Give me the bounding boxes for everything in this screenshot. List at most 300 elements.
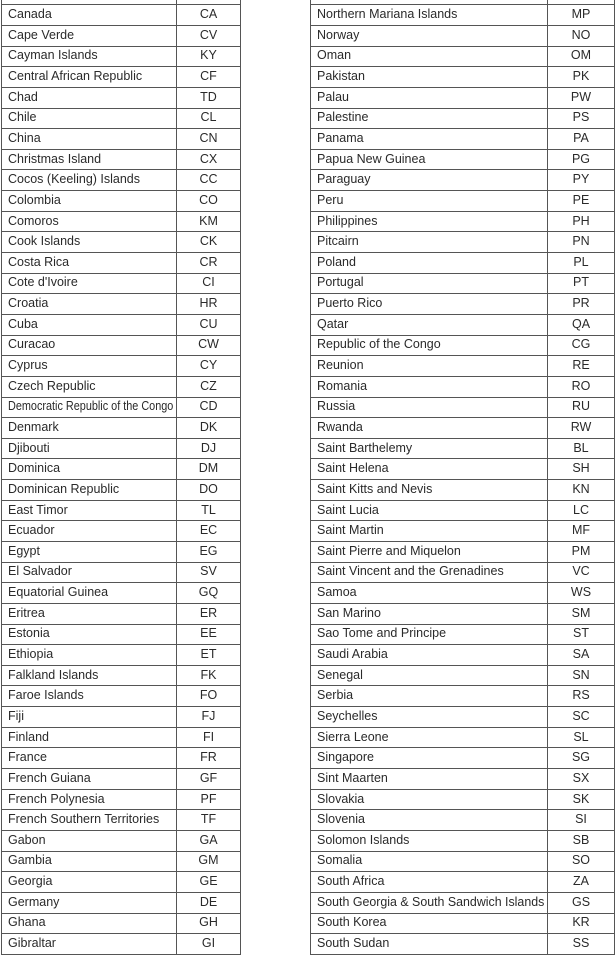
country-name-cell	[311, 129, 548, 149]
country-name-text: Canada	[8, 7, 52, 22]
country-name-text: South Sudan	[317, 935, 390, 950]
country-code-text: PN	[572, 234, 590, 249]
country-name-cell	[2, 542, 177, 562]
country-code-cell	[177, 914, 240, 934]
country-name-text: Russia	[317, 399, 356, 414]
country-code-cell	[548, 398, 614, 418]
country-name-cell	[311, 88, 548, 108]
table-row	[311, 336, 614, 357]
country-code-text: PA	[573, 131, 589, 145]
country-name-text: Palestine	[317, 110, 369, 125]
country-name-cell	[2, 790, 177, 810]
table-row	[311, 67, 614, 88]
country-code-cell	[177, 831, 240, 851]
country-name-cell	[311, 150, 548, 170]
country-name-text: Ecuador	[8, 523, 55, 538]
country-code-text: PK	[572, 69, 590, 84]
country-name-text: Solomon Islands	[317, 832, 410, 847]
country-code-cell	[548, 521, 614, 541]
country-code-text: PS	[572, 110, 590, 125]
country-code-text: TL	[201, 502, 216, 517]
country-code-text: ST	[573, 626, 589, 641]
country-name-cell	[311, 26, 548, 46]
country-code-cell	[177, 769, 240, 789]
country-code-cell	[548, 274, 614, 294]
country-name-text: Saint Barthelemy	[317, 440, 413, 455]
country-code-cell	[548, 831, 614, 851]
country-code-text: SI	[575, 812, 587, 827]
table-row	[2, 191, 240, 212]
country-name-cell	[311, 501, 548, 521]
country-name-cell	[2, 501, 177, 521]
country-code-cell	[548, 315, 614, 335]
country-name-text: Gambia	[8, 853, 52, 868]
country-code-text: KN	[572, 481, 590, 496]
country-code-text: CK	[199, 234, 218, 249]
country-code-cell	[548, 47, 614, 67]
country-name-cell	[2, 604, 177, 624]
country-name-text: Saint Helena	[317, 461, 389, 476]
country-name-text: Dominica	[8, 461, 61, 476]
country-code-cell	[177, 459, 240, 479]
table-row	[311, 583, 614, 604]
table-row	[2, 542, 240, 563]
country-code-text: RU	[571, 399, 591, 414]
country-name-text: Pakistan	[317, 69, 365, 84]
country-name-cell	[311, 563, 548, 583]
country-code-cell	[177, 521, 240, 541]
country-code-table-left	[1, 0, 241, 955]
country-code-text: RO	[571, 378, 591, 393]
country-code-text: KY	[200, 48, 217, 63]
country-name-cell	[2, 212, 177, 232]
country-name-cell	[2, 377, 177, 397]
country-name-cell	[311, 934, 548, 954]
table-row	[311, 521, 614, 542]
country-name-text: Djibouti	[8, 440, 50, 455]
country-code-cell	[177, 583, 240, 603]
table-row	[2, 707, 240, 728]
country-name-cell	[2, 459, 177, 479]
table-row	[2, 459, 240, 480]
country-code-cell	[548, 336, 614, 356]
country-code-cell	[548, 232, 614, 252]
country-name-cell	[311, 109, 548, 129]
country-code-text: PH	[572, 213, 590, 228]
table-row	[2, 418, 240, 439]
country-code-cell	[177, 666, 240, 686]
table-row	[311, 129, 614, 150]
country-code-cell	[177, 645, 240, 665]
country-code-text: RS	[572, 688, 590, 703]
country-code-text: PM	[571, 543, 591, 558]
country-name-cell	[2, 67, 177, 87]
table-row	[2, 170, 240, 191]
country-code-cell	[548, 748, 614, 768]
table-row	[311, 294, 614, 315]
table-row	[2, 872, 240, 893]
country-name-cell	[2, 686, 177, 706]
country-code-cell	[548, 686, 614, 706]
country-name-text: China	[8, 131, 41, 145]
table-row	[2, 274, 240, 295]
country-code-cell	[548, 810, 614, 830]
table-row	[2, 336, 240, 357]
country-code-text: OM	[570, 48, 592, 63]
country-name-cell	[2, 748, 177, 768]
country-code-cell	[177, 315, 240, 335]
country-name-cell	[2, 728, 177, 748]
country-name-cell	[311, 542, 548, 562]
country-name-cell	[2, 274, 177, 294]
country-name-text: South Korea	[317, 915, 387, 930]
table-row	[2, 831, 240, 852]
country-name-text: Poland	[317, 254, 356, 269]
country-name-cell	[2, 336, 177, 356]
table-row	[2, 748, 240, 769]
country-name-text: Colombia	[8, 192, 61, 207]
country-code-text: CF	[200, 69, 217, 84]
country-name-text: Somalia	[317, 853, 363, 868]
table-row	[311, 501, 614, 522]
country-code-text: FI	[202, 729, 215, 744]
table-row	[2, 914, 240, 935]
country-name-text: Peru	[317, 192, 344, 207]
country-name-text: Finland	[8, 729, 49, 744]
country-name-text: Qatar	[317, 316, 349, 331]
country-name-text: Pitcairn	[317, 234, 359, 249]
country-name-text: Panama	[317, 131, 364, 145]
country-name-text: Equatorial Guinea	[8, 585, 109, 600]
country-name-cell	[311, 418, 548, 438]
country-code-text: DO	[199, 481, 218, 496]
country-name-text: Cayman Islands	[8, 48, 98, 63]
country-code-cell	[548, 294, 614, 314]
country-name-cell	[311, 790, 548, 810]
table-row	[2, 604, 240, 625]
country-name-text: Cuba	[8, 316, 38, 331]
country-code-cell	[548, 170, 614, 190]
country-name-text: Slovakia	[317, 791, 365, 806]
country-code-text: MF	[571, 523, 591, 538]
country-name-cell	[311, 604, 548, 624]
country-name-text: Rwanda	[317, 419, 363, 434]
table-row	[2, 852, 240, 873]
country-name-cell	[311, 645, 548, 665]
country-code-text: CG	[571, 337, 591, 352]
country-code-text: BL	[573, 440, 589, 455]
country-code-text: CU	[199, 316, 218, 331]
table-row	[311, 542, 614, 563]
country-name-cell	[311, 5, 548, 25]
country-code-cell	[177, 0, 240, 4]
country-name-cell	[2, 810, 177, 830]
country-name-text: Ghana	[8, 915, 46, 930]
country-name-cell	[2, 666, 177, 686]
table-row	[311, 356, 614, 377]
country-name-text: Papua New Guinea	[317, 151, 426, 166]
country-name-text: Denmark	[8, 419, 59, 434]
country-name-text: Saint Martin	[317, 523, 384, 538]
table-row	[311, 315, 614, 336]
country-code-text: QA	[571, 316, 591, 331]
table-row	[311, 212, 614, 233]
table-row	[311, 625, 614, 646]
country-name-cell	[311, 336, 548, 356]
country-code-cell	[548, 26, 614, 46]
table-row	[2, 666, 240, 687]
country-code-cell	[548, 150, 614, 170]
country-code-text: CD	[199, 399, 218, 414]
country-name-text: Puerto Rico	[317, 296, 383, 311]
table-row	[2, 790, 240, 811]
country-code-text: GF	[199, 770, 218, 785]
country-name-text: Sierra Leone	[317, 729, 389, 744]
country-name-text: Fiji	[8, 708, 24, 723]
country-name-text: Czech Republic	[8, 378, 96, 393]
table-row	[2, 315, 240, 336]
country-code-cell	[177, 253, 240, 273]
table-row	[2, 521, 240, 542]
table-row	[2, 88, 240, 109]
country-name-text: Egypt	[8, 543, 40, 558]
country-name-cell	[311, 459, 548, 479]
country-name-cell	[311, 232, 548, 252]
country-code-text: PE	[572, 192, 590, 207]
country-name-text: Cote d'Ivoire	[8, 275, 78, 290]
country-code-text: GM	[198, 853, 219, 868]
country-code-text: DJ	[200, 440, 217, 455]
country-name-cell	[311, 872, 548, 892]
table-row	[2, 150, 240, 171]
country-code-cell	[177, 934, 240, 954]
table-row	[311, 666, 614, 687]
country-code-cell	[177, 191, 240, 211]
country-code-cell	[177, 852, 240, 872]
country-name-cell	[311, 893, 548, 913]
country-name-text: Ethiopia	[8, 647, 54, 662]
country-name-text: Singapore	[317, 750, 374, 765]
country-code-text: DE	[199, 894, 218, 909]
country-name-cell	[2, 563, 177, 583]
country-code-text: CV	[199, 27, 218, 42]
table-row	[311, 728, 614, 749]
table-row	[311, 5, 614, 26]
table-row	[311, 26, 614, 47]
country-code-text: PL	[573, 254, 589, 269]
country-code-cell	[177, 356, 240, 376]
country-code-cell	[548, 872, 614, 892]
country-name-text: Chad	[8, 89, 38, 104]
country-name-text: Curacao	[8, 337, 56, 352]
table-row	[311, 274, 614, 295]
country-code-text: GE	[199, 874, 218, 889]
country-code-text: DK	[199, 419, 218, 434]
country-code-text: CC	[199, 172, 218, 187]
country-code-cell	[177, 563, 240, 583]
country-name-cell	[2, 232, 177, 252]
country-code-cell	[177, 625, 240, 645]
country-name-text: French Polynesia	[8, 791, 105, 806]
country-name-text: South Georgia & South Sandwich Islands	[317, 894, 545, 909]
country-code-cell	[177, 480, 240, 500]
country-code-text: WS	[570, 585, 592, 600]
country-code-text: SN	[572, 667, 590, 682]
country-name-cell	[2, 707, 177, 727]
country-name-text: Comoros	[8, 213, 59, 228]
table-row	[311, 872, 614, 893]
country-code-cell	[548, 377, 614, 397]
country-name-text: Cyprus	[8, 358, 48, 373]
country-code-cell	[177, 212, 240, 232]
country-code-text: SS	[572, 935, 590, 950]
country-code-text: ZA	[573, 874, 589, 889]
country-name-cell	[311, 253, 548, 273]
country-name-cell	[311, 274, 548, 294]
country-name-cell	[2, 480, 177, 500]
country-code-text: EC	[199, 523, 218, 538]
country-name-text: Oman	[317, 48, 352, 63]
country-name-text: Gibraltar	[8, 935, 56, 950]
country-name-text: Saint Kitts and Nevis	[317, 481, 433, 496]
country-name-cell	[311, 625, 548, 645]
country-code-cell	[548, 707, 614, 727]
country-code-text: CZ	[200, 378, 217, 393]
country-code-text: GI	[201, 935, 216, 950]
country-code-text: ER	[199, 605, 218, 620]
country-name-text: Costa Rica	[8, 254, 70, 269]
country-name-cell	[2, 109, 177, 129]
table-row	[2, 232, 240, 253]
table-row	[311, 47, 614, 68]
table-row	[2, 728, 240, 749]
country-name-cell	[2, 129, 177, 149]
country-code-text: GH	[199, 915, 218, 930]
table-row	[2, 129, 240, 150]
country-code-cell	[177, 872, 240, 892]
country-code-text: GS	[571, 894, 591, 909]
country-code-text: PF	[200, 791, 217, 806]
country-code-cell	[548, 893, 614, 913]
country-name-cell	[311, 810, 548, 830]
table-row	[311, 748, 614, 769]
country-name-cell	[311, 769, 548, 789]
country-code-text: CR	[199, 254, 218, 269]
table-row	[311, 707, 614, 728]
country-code-cell	[548, 645, 614, 665]
country-code-cell	[548, 728, 614, 748]
country-code-text: TD	[200, 89, 217, 104]
table-row	[311, 439, 614, 460]
country-code-cell	[177, 294, 240, 314]
country-name-cell	[311, 294, 548, 314]
country-code-text: GQ	[198, 585, 219, 600]
country-name-text: French Guiana	[8, 770, 91, 785]
country-code-text: GA	[199, 832, 218, 847]
table-row	[2, 893, 240, 914]
table-row	[2, 67, 240, 88]
country-code-cell	[177, 542, 240, 562]
country-name-cell	[311, 748, 548, 768]
table-row	[2, 5, 240, 26]
country-code-cell	[548, 604, 614, 624]
country-code-cell	[177, 129, 240, 149]
country-code-text: CN	[199, 131, 218, 145]
country-code-table-right	[310, 0, 615, 955]
country-code-text: SV	[200, 564, 217, 579]
table-row	[2, 625, 240, 646]
country-code-cell	[548, 191, 614, 211]
country-code-cell	[548, 0, 614, 4]
country-code-text: CY	[199, 358, 218, 373]
country-code-cell	[548, 129, 614, 149]
country-code-cell	[548, 88, 614, 108]
country-code-cell	[548, 480, 614, 500]
table-row	[311, 253, 614, 274]
country-name-text: Seychelles	[317, 708, 378, 723]
country-code-cell	[548, 356, 614, 376]
country-code-text: SC	[572, 708, 590, 723]
country-code-text: KR	[572, 915, 590, 930]
country-name-text: Saint Vincent and the Grenadines	[317, 564, 504, 579]
table-row	[2, 583, 240, 604]
country-code-text: SO	[571, 853, 591, 868]
country-name-text: Saudi Arabia	[317, 647, 388, 662]
country-name-cell	[311, 914, 548, 934]
country-code-cell	[177, 170, 240, 190]
country-code-text: TF	[200, 812, 217, 827]
table-row	[311, 232, 614, 253]
country-code-cell	[177, 686, 240, 706]
country-name-cell	[2, 356, 177, 376]
country-name-cell	[2, 583, 177, 603]
country-name-text: Senegal	[317, 667, 363, 682]
country-name-text: Estonia	[8, 626, 50, 641]
country-code-text: PT	[573, 275, 589, 290]
country-code-cell	[548, 625, 614, 645]
country-code-text: ET	[200, 647, 217, 662]
country-code-cell	[177, 232, 240, 252]
country-name-cell	[311, 439, 548, 459]
country-code-text: SX	[572, 770, 590, 785]
country-name-text: Chile	[8, 110, 37, 125]
country-name-text: Christmas Island	[8, 151, 102, 166]
country-code-cell	[548, 5, 614, 25]
country-name-cell	[311, 480, 548, 500]
table-row	[311, 645, 614, 666]
country-code-text: EE	[200, 626, 217, 641]
country-code-cell	[548, 852, 614, 872]
country-name-text: Romania	[317, 378, 368, 393]
country-name-text: Norway	[317, 27, 360, 42]
country-name-text: Northern Mariana Islands	[317, 7, 458, 22]
country-name-text: France	[8, 750, 47, 765]
country-name-cell	[2, 170, 177, 190]
country-code-text: NO	[571, 27, 591, 42]
country-code-cell	[177, 398, 240, 418]
country-name-cell	[2, 625, 177, 645]
table-row	[2, 480, 240, 501]
country-code-cell	[548, 418, 614, 438]
country-code-cell	[548, 914, 614, 934]
country-code-cell	[177, 5, 240, 25]
country-code-text: SL	[573, 729, 589, 744]
country-name-cell	[311, 377, 548, 397]
country-code-text: VC	[572, 564, 590, 579]
country-name-cell	[2, 191, 177, 211]
country-name-text: Sint Maarten	[317, 770, 388, 785]
country-name-text: East Timor	[8, 502, 68, 517]
